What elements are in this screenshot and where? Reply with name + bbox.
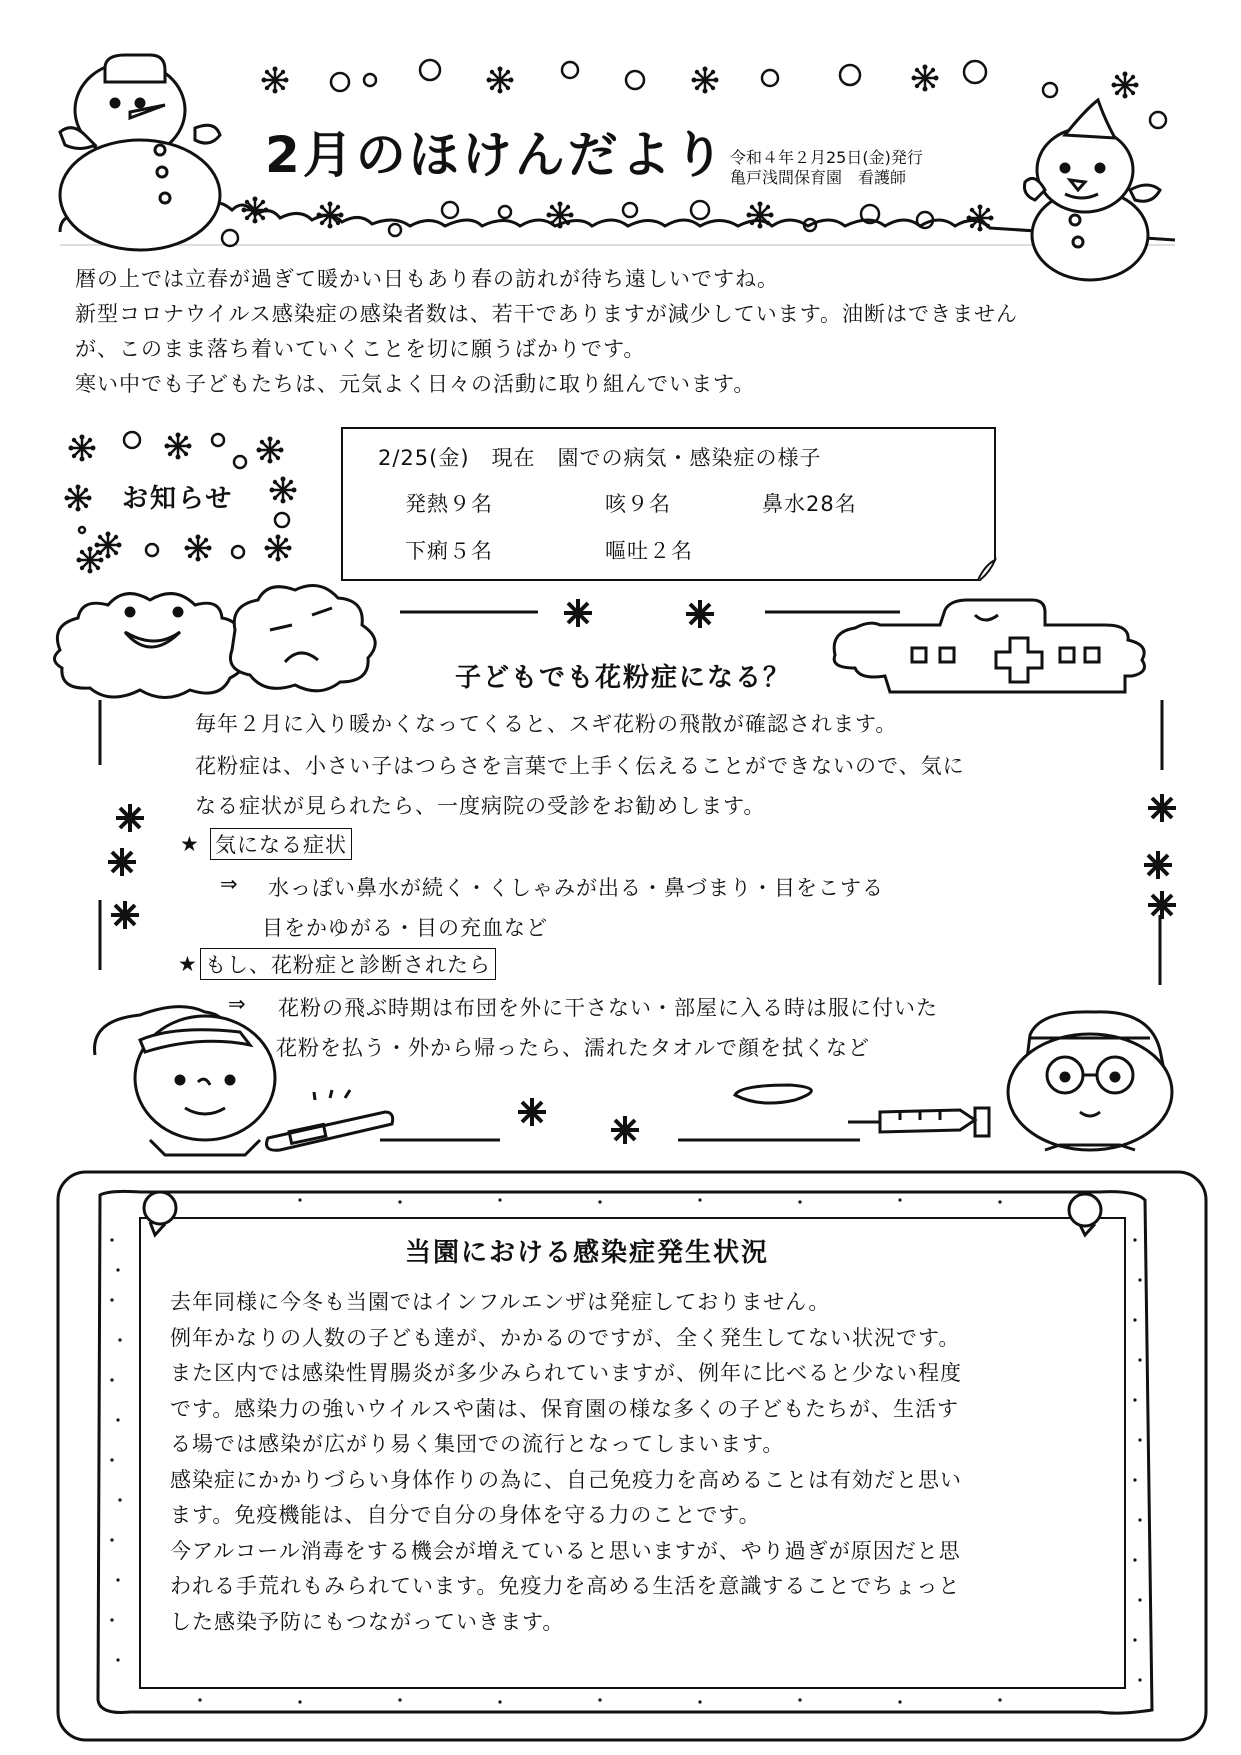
pollen-title: 子どもでも花粉症になる？ <box>455 663 792 693</box>
infection-line: した感染予防にもつながっていきます。 <box>170 1609 565 1634</box>
infection-line: 今アルコール消毒をする機会が増えていると思いますが、やり過ぎが原因だと思 <box>170 1538 961 1563</box>
infection-line: 去年同様に今冬も当園ではインフルエンザは発症しておりません。 <box>170 1290 831 1314</box>
page-title: 2月のほけんだより <box>265 126 727 184</box>
pollen-paragraph-line: 花粉症は、小さい子はつらさを言葉で上手く伝えることができないので、気に <box>195 754 965 778</box>
pollen-paragraph-line: なる症状が見られたら、一度病院の受診をお勧めします。 <box>195 794 766 818</box>
intro-line: 寒い中でも子どもたちは、元気よく日々の活動に取り組んでいます。 <box>75 372 756 396</box>
infection-paragraph <box>170 1285 1100 1640</box>
snowman-right-illustration <box>1024 100 1160 280</box>
syringe-illustration <box>735 1085 989 1136</box>
arrow-bullet: ⇒ <box>220 872 239 896</box>
pollen-paragraph-line: 毎年２月に入り暖かくなってくると、スギ花粉の飛散が確認されます。 <box>195 712 898 736</box>
arrow-bullet: ⇒ <box>228 992 247 1016</box>
infection-line: る場では感染が広がり易く集団での流行となってしまいます。 <box>170 1432 785 1456</box>
issue-date: 令和４年２月25日(金)発行 <box>730 148 923 167</box>
status-item: 鼻水28名 <box>762 492 857 516</box>
header-banner <box>60 202 1175 246</box>
infection-title: 当園における感染症発生状況 <box>405 1238 770 1268</box>
infection-line: 例年かなりの人数の子ども達が、かかるのですが、全く発生してない状況です。 <box>170 1325 961 1350</box>
diagnosed-heading: もし、花粉症と診断されたら <box>200 948 496 980</box>
infection-line: われる手荒れもみられています。免疫力を高める生活を意識することでちょっと <box>170 1574 961 1598</box>
intro-line: 暦の上では立春が過ぎて暖かい日もあり春の訪れが待ち遠しいですね。 <box>75 267 779 291</box>
diagnosed-line: 花粉の飛ぶ時期は布団を外に干さない・部屋に入る時は服に付いた <box>278 996 938 1020</box>
child-face-illustration <box>95 1007 275 1155</box>
thermometer-illustration <box>267 1090 393 1150</box>
symptoms-line: 目をかゆがる・目の充血など <box>262 916 548 940</box>
issuer: 亀戸浅間保育園 看護師 <box>730 168 907 187</box>
status-item: 下痢５名 <box>405 539 493 563</box>
snowman-left-illustration <box>60 55 220 250</box>
doctor-face-illustration <box>1008 1012 1172 1150</box>
infection-line: また区内では感染性胃腸炎が多少みられていますが、例年に比べると少ない程度 <box>170 1361 962 1385</box>
issue-info <box>730 148 923 188</box>
status-item: 咳９名 <box>605 492 671 516</box>
infection-line: ます。免疫機能は、自分で自分の身体を守る力のことです。 <box>170 1503 761 1527</box>
status-item: 嘔吐２名 <box>605 539 693 563</box>
infection-line: です。感染力の強いウイルスや菌は、保育園の様な多くの子どもたちが、生活す <box>170 1396 960 1421</box>
intro-paragraph <box>75 262 1195 402</box>
notice-label: お知らせ <box>122 484 234 514</box>
infection-line: 感染症にかかりづらい身体作りの為に、自己免疫力を高めることは有効だと思い <box>170 1467 962 1492</box>
symptoms-heading: 気になる症状 <box>210 828 352 860</box>
intro-line: 新型コロナウイルス感染症の感染者数は、若干でありますが減少しています。油断はできません <box>75 302 1019 326</box>
notice-heading: 2/25(金) 現在 園での病気・感染症の様子 <box>378 446 822 470</box>
diagnosed-line: 花粉を払う・外から帰ったら、濡れたタオルで顔を拭くなど <box>276 1036 870 1060</box>
status-item: 発熱９名 <box>405 492 493 516</box>
symptoms-line: 水っぽい鼻水が続く・くしゃみが出る・鼻づまり・目をこする <box>268 876 884 900</box>
star-bullet: ★ <box>180 832 200 856</box>
intro-line: が、このまま落ち着いていくことを切に願うばかりです。 <box>75 337 646 361</box>
star-bullet: ★ <box>178 952 198 976</box>
